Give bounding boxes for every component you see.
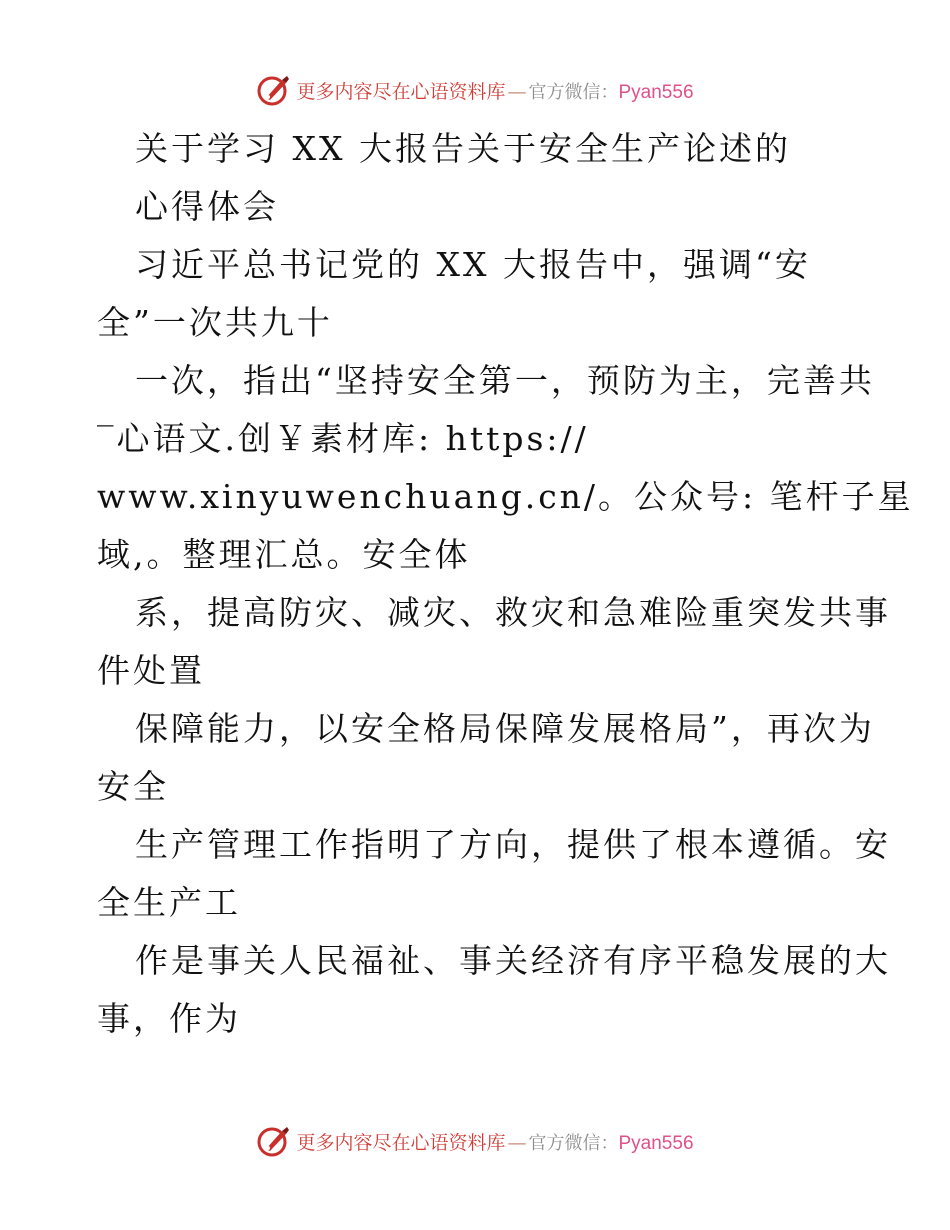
banner-separator: — (507, 80, 527, 103)
text-line: 一次，指出“坚持安全第一，预防为主，完善共 (135, 361, 875, 400)
text-line: 保障能力，以安全格局保障发展格局”，再次为 (135, 709, 875, 748)
banner-wechat-handle: Pyan556 (618, 1132, 694, 1154)
banner-text (296, 77, 693, 104)
text-line: 心得体会 (135, 187, 279, 226)
banner-wechat-handle: Pyan556 (618, 81, 694, 103)
text-line: 域,。整理汇总。安全体 (97, 535, 471, 574)
text-line: 关于学习 XX 大报告关于安全生产论述的 (135, 129, 791, 168)
banner-separator: — (507, 1131, 527, 1154)
text-line: 事，作为 (97, 999, 241, 1038)
pen-logo-icon (256, 1123, 292, 1159)
text-line: 安全 (97, 767, 169, 806)
text-line: 作是事关人民福祉、事关经济有序平稳发展的大 (135, 941, 891, 980)
banner-text (296, 1128, 693, 1155)
banner-wechat-label: 官方微信： (528, 1132, 619, 1154)
banner-promo-text: 更多内容尽在心语资料库 (296, 1131, 506, 1154)
banner-promo-text: 更多内容尽在心语资料库 (296, 80, 506, 103)
text-line: 全生产工 (97, 883, 241, 922)
text-line: 系，提高防灾、减灾、救灾和急难险重突发共事 (135, 593, 891, 632)
footer-banner (0, 1121, 950, 1161)
banner-wechat-label: 官方微信： (528, 81, 619, 103)
text-line: 件处置 (97, 651, 205, 690)
text-line: 习近平总书记党的 XX 大报告中，强调“安 (135, 245, 811, 284)
text-line: www.xinyuwenchuang.cn/。公众号: 笔杆子星 (97, 477, 914, 516)
text-line: ‾心语文.创￥素材库: https:// (97, 419, 589, 458)
text-line: 生产管理工作指明了方向，提供了根本遵循。安 (135, 825, 891, 864)
document-body (97, 120, 914, 1048)
text-line: 全”一次共九十 (97, 303, 333, 342)
pen-logo-icon (256, 72, 292, 108)
header-banner (0, 70, 950, 110)
